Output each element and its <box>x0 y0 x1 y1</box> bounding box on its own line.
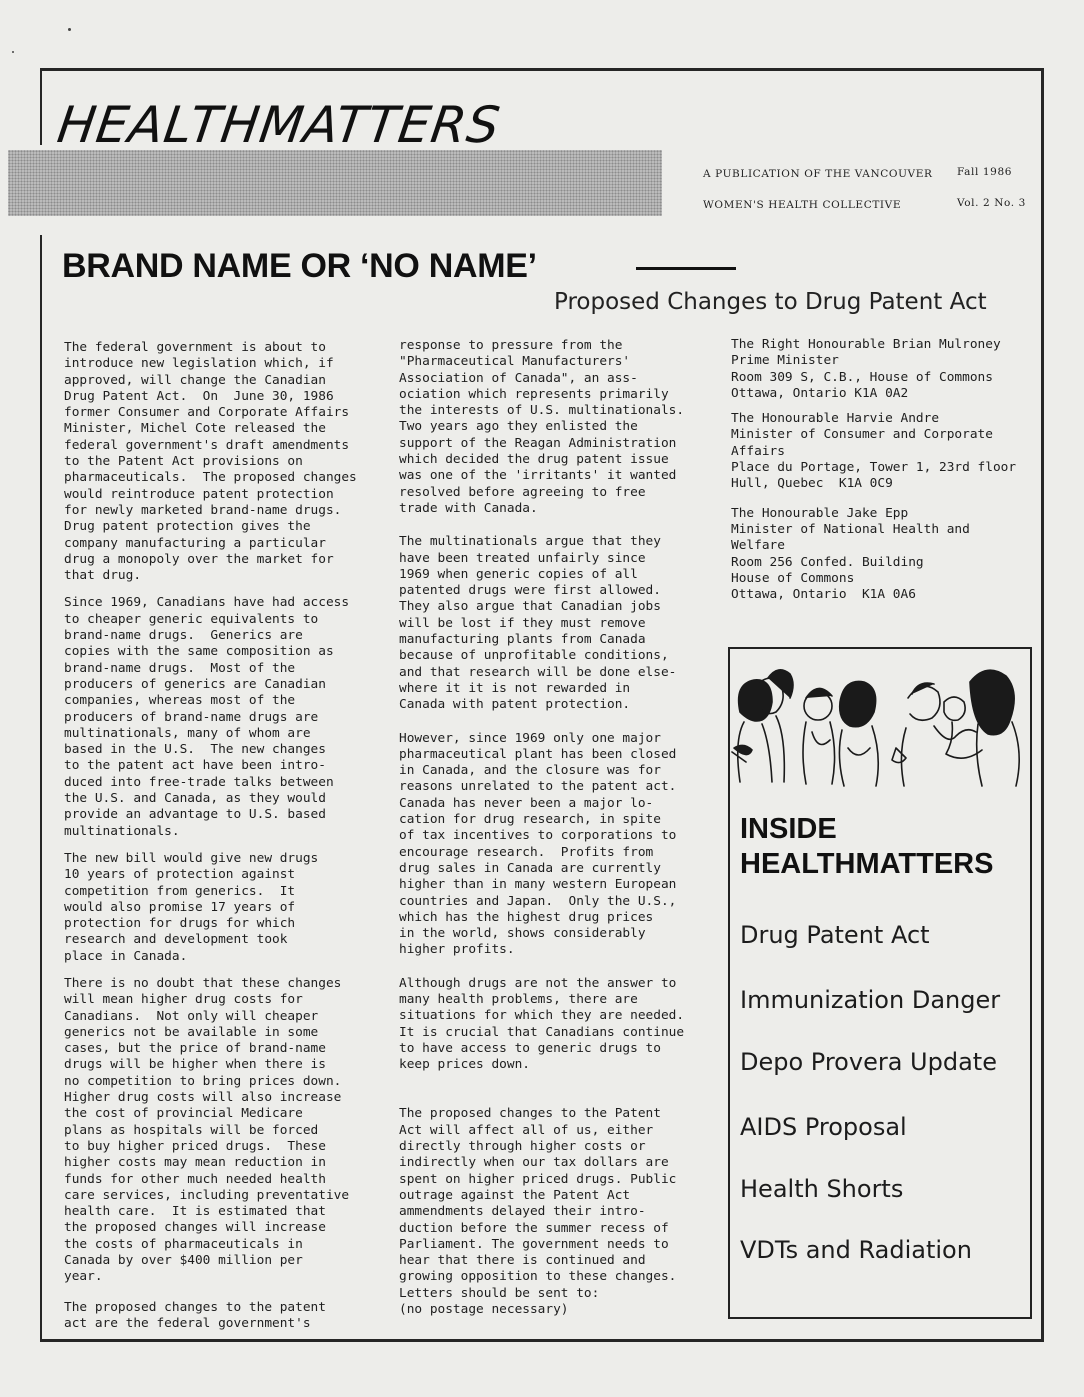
headline-rule <box>636 267 736 270</box>
inside-title-line-1: INSIDE <box>740 813 837 845</box>
address-health-welfare: The Honourable Jake Epp Minister of National Health and Welfare Room 256 Confed. Building House of Commons Ottawa, Ontario K1A 0A6 <box>731 505 970 603</box>
paragraph: The proposed changes to the Patent Act will affect all of us, either directly through higher costs or indirectly when our tax dollars are spent on higher priced drugs. Public outrage against the Patent Act ammendments delayed their intro- duction before the summer recess of Parliament. The government needs to hear that there is continued and growing opposition to these changes. Letters should be sent to: (no postage necessary) <box>399 1106 677 1318</box>
paragraph: The new bill would give new drugs 10 years of protection against competition from generics. It would also promise 17 years of protection for drugs for which research and development took place in Canada. <box>64 850 319 964</box>
inside-title <box>740 812 993 882</box>
mailing-addresses <box>731 337 1016 612</box>
publication-line-2: WOMEN'S HEALTH COLLECTIVE <box>703 199 902 211</box>
publication-line-1: A PUBLICATION OF THE VANCOUVER <box>703 168 933 180</box>
masthead-title: HEALTHMATTERS <box>53 96 504 154</box>
inside-title-line-2: HEALTHMATTERS <box>740 848 994 880</box>
paragraph: However, since 1969 only one major pharmaceutical plant has been closed in Canada, and the closure was for reasons unrelated to the patent act. Canada has never been a major lo- cation for drug research, in spite of tax incentives to corporations to encourage research. Profits from drug sales in Canada are currently higher than in many western European countries and Japan. Only the U.S., which has the highest drug prices in the world, shows considerably higher profits. <box>399 730 677 958</box>
paragraph: There is no doubt that these changes will mean higher drug costs for Canadians. Not only will cheaper generics not be available in some cases, but the price of brand-name drugs will be higher when there is no competition to bring prices down. Higher drug costs will also increase the cost of provincial Medicare plans as hospitals will be forced to buy higher priced drugs. These higher costs may mean reduction in funds for other much needed health care services, including preventative health care. It is estimated that the proposed changes will increase the costs of pharmaceuticals in Canada by over $400 million per year. <box>64 975 350 1285</box>
article-headline: BRAND NAME OR ‘NO NAME’ <box>62 247 537 285</box>
article-column-2 <box>399 338 684 1329</box>
paragraph: The multinationals argue that they have been treated unfairly since 1969 when generic copies of all patented drugs were first allowed. They also argue that Canadian jobs will be lost if they must remove manufacturing plants from Canada because of unprofitable conditions, and that research will be done else- where it it is not rewarded in Canada with patent protection. <box>399 534 677 713</box>
paragraph: response to pressure from the "Pharmaceutical Manufacturers' Association of Canada", an ass- ociation which represents primarily the interests of U.S. multinationals. Two years ago they enlisted the support of the Reagan Administration which decided the drug patent issue was one of the 'irritants' it wanted resolved before agreeing to free trade with Canada. <box>399 338 685 516</box>
paragraph: The federal government is about to introduce new legislation which, if approved, will change the Canadian Drug Patent Act. On June 30, 1986 former Consumer and Corporate Affairs Minister, Michel Cote released the federal government's draft amendments to the Patent Act provisions on pharmaceuticals. The proposed changes would reintroduce patent protection for newly marketed brand-name drugs. Drug patent protection gives the company manufacturing a particular drug a monopoly over the market for that drug. <box>64 340 357 584</box>
masthead-halftone-band <box>8 150 662 216</box>
women-group-illustration <box>730 652 1030 792</box>
paragraph: Since 1969, Canadians have had access to cheaper generic equivalents to brand-name drugs. Generics are copies with the same composition as brand-name drugs. Most of the producers of generics are Canadian companies, whereas most of the producers of brand-name drugs are multinationals, many of whom are based in the U.S. The new changes to the patent act have been intro- duced into free-trade talks between the U.S. and Canada, as they would provide an advantage to U.S. based multinationals. <box>64 595 350 839</box>
paragraph: The proposed changes to the patent act are the federal government's <box>64 1299 326 1331</box>
address-prime-minister: The Right Honourable Brian Mulroney Prime Minister Room 309 S, C.B., House of Commons Ottawa, Ontario K1A 0A2 <box>731 337 1001 401</box>
inside-item-depo-provera-update: Depo Provera Update <box>740 1048 997 1076</box>
paragraph: Although drugs are not the answer to many health problems, there are situations for which they are needed. It is crucial that Canadians continue to have access to generic drugs to keep prices down. <box>399 975 685 1073</box>
inside-item-vdts-and-radiation: VDTs and Radiation <box>740 1236 972 1264</box>
address-consumer-affairs: The Honourable Harvie Andre Minister of Consumer and Corporate Affairs Place du Portage, Tower 1, 23rd floor Hull, Quebec K1A 0C9 <box>731 411 1017 492</box>
inside-item-immunization-danger: Immunization Danger <box>740 986 1001 1014</box>
inside-item-aids-proposal: AIDS Proposal <box>740 1113 907 1141</box>
article-column-1 <box>64 340 357 1343</box>
inside-item-drug-patent-act: Drug Patent Act <box>740 921 930 949</box>
issue-season: Fall 1986 <box>957 166 1013 178</box>
issue-volume: Vol. 2 No. 3 <box>957 197 1026 209</box>
article-subtitle: Proposed Changes to Drug Patent Act <box>554 289 987 315</box>
inside-item-health-shorts: Health Shorts <box>740 1175 904 1203</box>
